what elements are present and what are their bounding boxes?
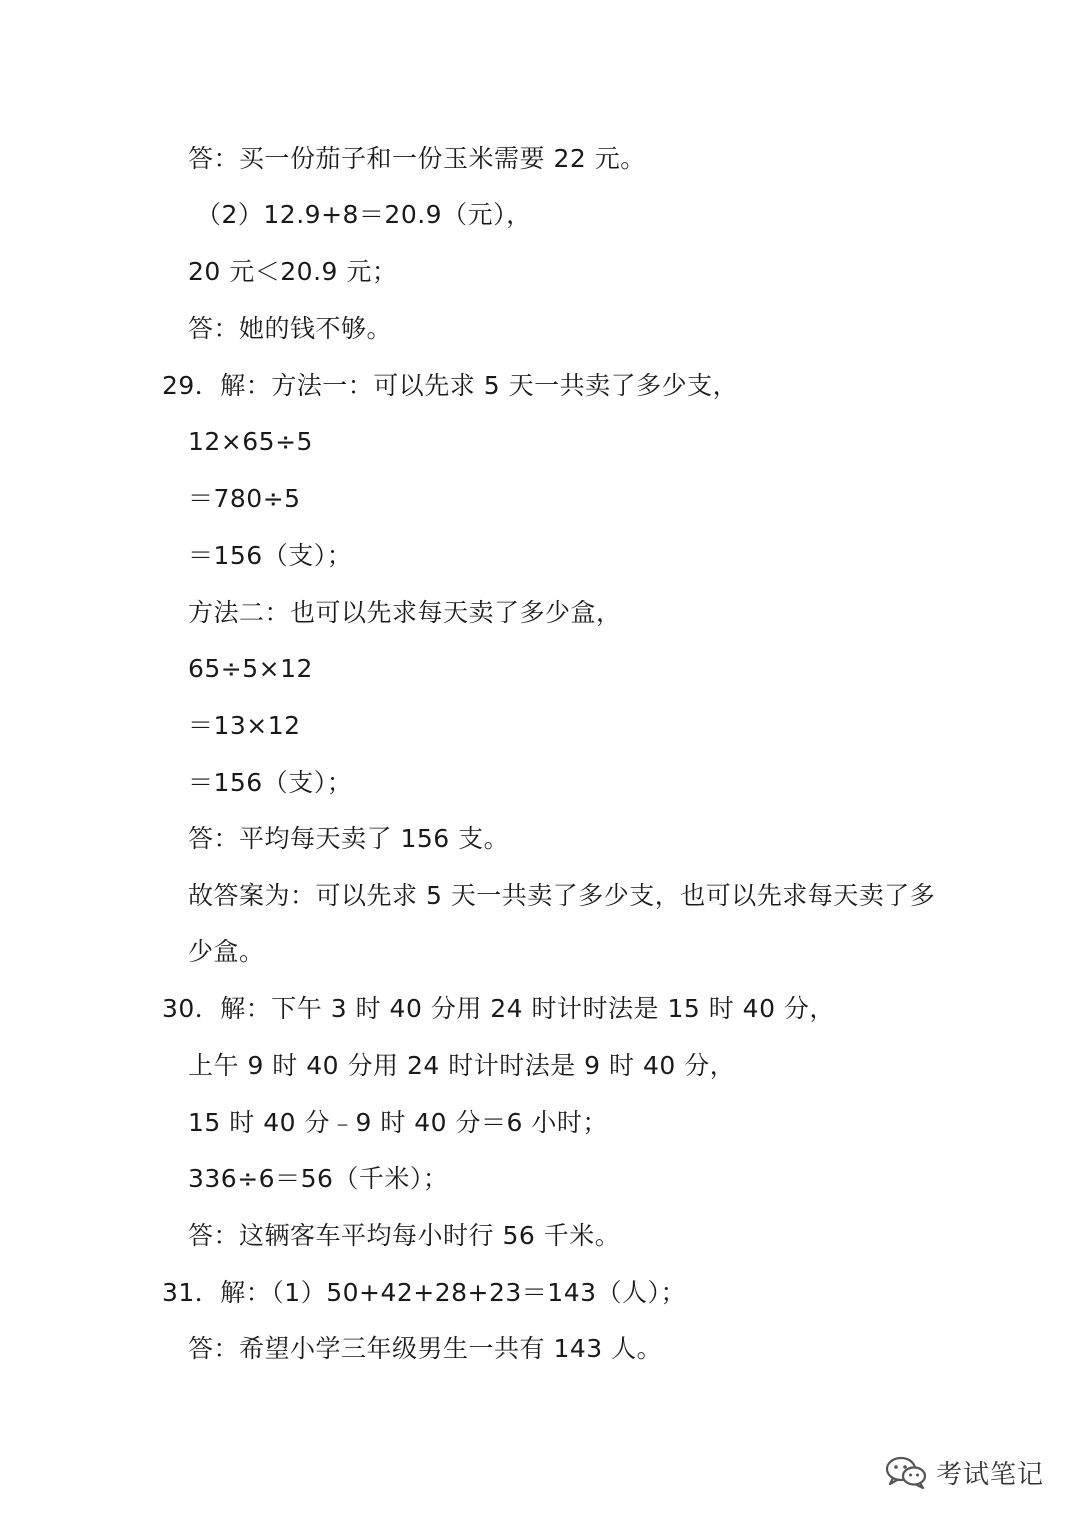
watermark-text: 考试笔记 xyxy=(936,1459,1045,1490)
solution-line: 12×65÷5 xyxy=(188,427,313,456)
summary-line: 少盒。 xyxy=(188,937,265,966)
solution-line: ＝156（支）； xyxy=(188,541,353,570)
question-29-heading: 29．解：方法一：可以先求 5 天一共卖了多少支， xyxy=(162,371,739,400)
solution-line: 20 元＜20.9 元； xyxy=(188,257,398,286)
solution-line: ＝13×12 xyxy=(188,711,301,740)
solution-line: 上午 9 时 40 分用 24 时计时法是 9 时 40 分， xyxy=(188,1051,736,1080)
answer-line: 答：这辆客车平均每小时行 56 千米。 xyxy=(188,1221,621,1250)
answer-line: 答：希望小学三年级男生一共有 143 人。 xyxy=(188,1334,663,1363)
solution-line: ＝156（支）； xyxy=(188,768,353,797)
solution-line: （2）12.9+8＝20.9（元）， xyxy=(196,200,532,229)
solution-line: ＝780÷5 xyxy=(188,484,301,513)
question-30-heading: 30．解：下午 3 时 40 分用 24 时计时法是 15 时 40 分， xyxy=(162,994,835,1023)
question-31-heading: 31．解：（1）50+42+28+23＝143（人）； xyxy=(162,1278,687,1307)
summary-line: 故答案为：可以先求 5 天一共卖了多少支，也可以先求每天卖了多 xyxy=(188,881,936,910)
answer-line: 答：买一份茄子和一份玉米需要 22 元。 xyxy=(188,144,646,173)
solution-line: 15 时 40 分﹣9 时 40 分＝6 小时； xyxy=(188,1108,608,1137)
answer-line: 答：她的钱不够。 xyxy=(188,314,393,343)
solution-line: 方法二：也可以先求每天卖了多少盒， xyxy=(188,598,622,627)
wechat-icon xyxy=(884,1454,928,1490)
solution-line: 336÷6＝56（千米）； xyxy=(188,1164,449,1193)
solution-line: 65÷5×12 xyxy=(188,654,313,683)
answer-line: 答：平均每天卖了 156 支。 xyxy=(188,824,510,853)
watermark xyxy=(884,1452,1044,1492)
